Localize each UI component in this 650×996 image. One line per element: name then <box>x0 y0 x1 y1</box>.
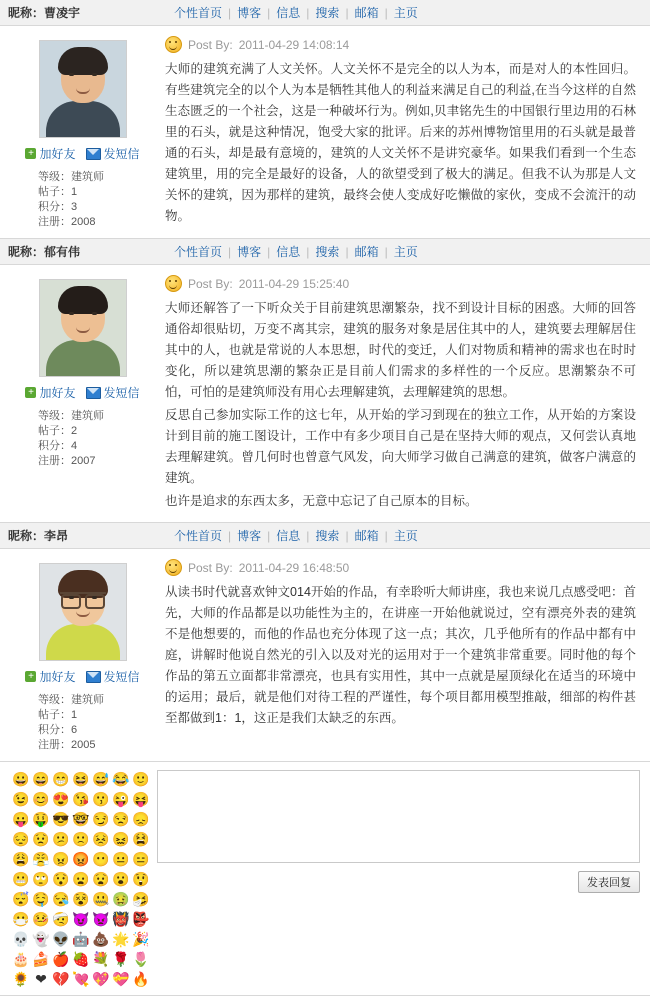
post-text <box>165 298 636 512</box>
add-friend-button[interactable] <box>25 668 75 685</box>
nav-link-blog[interactable]: 博客 <box>237 245 262 259</box>
user-panel <box>0 36 165 230</box>
avatar-eye <box>69 312 74 315</box>
post-by-label: Post By: <box>188 560 233 575</box>
plus-icon: + <box>25 148 36 159</box>
avatar-eye <box>69 596 74 599</box>
emoji-item[interactable]: 😊 <box>32 791 50 807</box>
avatar-hair <box>58 286 108 314</box>
emoji-item[interactable]: 😷 <box>12 911 30 927</box>
add-friend-label: 加好友 <box>39 670 76 684</box>
nav-separator: | <box>306 528 310 543</box>
emoji-item[interactable]: 🤤 <box>32 891 50 907</box>
emoji-item[interactable]: 😮 <box>112 871 130 887</box>
glasses-icon <box>60 592 106 606</box>
emoji-item[interactable]: 🌻 <box>12 971 30 987</box>
user-points: 积分：3 <box>38 201 78 213</box>
emoji-picker[interactable] <box>12 770 150 989</box>
emoji-item[interactable]: 😦 <box>72 871 90 887</box>
emoji-item[interactable]: 🤖 <box>72 931 90 947</box>
add-friend-label: 加好友 <box>39 386 76 400</box>
user-registered: 注册：2008 <box>38 216 96 228</box>
user-posts: 帖子：2 <box>38 425 78 437</box>
nav-link-search[interactable]: 搜索 <box>315 6 340 20</box>
mail-icon <box>86 671 101 683</box>
emoji-item[interactable]: 😫 <box>132 831 150 847</box>
avatar-eye <box>92 73 97 76</box>
nav-link-homepage[interactable]: 个性首页 <box>174 245 223 259</box>
emoji-item[interactable]: 😈 <box>72 911 90 927</box>
emoji-item[interactable]: 🤐 <box>92 891 110 907</box>
user-actions <box>0 384 165 401</box>
emoji-item[interactable]: 👿 <box>92 911 110 927</box>
user-meta <box>0 409 165 469</box>
emoji-item[interactable]: 😟 <box>32 831 50 847</box>
user-meta <box>0 693 165 753</box>
emoji-item[interactable]: 😯 <box>52 871 70 887</box>
user-meta <box>0 170 165 230</box>
emoji-item[interactable]: 😵 <box>72 891 90 907</box>
emoji-item[interactable]: 👹 <box>112 911 130 927</box>
emoji-item[interactable]: 💀 <box>12 931 30 947</box>
nav-separator: | <box>345 244 349 259</box>
nav-separator: | <box>267 528 271 543</box>
avatar-body <box>46 624 120 660</box>
emoji-item[interactable]: 😘 <box>72 791 90 807</box>
emoji-item[interactable]: 😁 <box>52 771 70 787</box>
nav-separator: | <box>267 5 271 20</box>
nav-link-main[interactable]: 主页 <box>393 245 418 259</box>
emoji-item[interactable]: 😉 <box>12 791 30 807</box>
user-panel <box>0 559 165 753</box>
post-header <box>0 239 650 265</box>
post-body <box>0 265 650 522</box>
emoji-item[interactable]: 😐 <box>112 851 130 867</box>
emoji-item[interactable]: 💔 <box>52 971 70 987</box>
emoji-item[interactable]: 🙄 <box>32 871 50 887</box>
emoji-item[interactable]: 💘 <box>72 971 90 987</box>
reply-textarea[interactable] <box>157 770 640 863</box>
mail-icon <box>86 387 101 399</box>
emoji-item[interactable]: 😣 <box>92 831 110 847</box>
post-text <box>165 59 636 227</box>
post-by-label: Post By: <box>188 276 233 291</box>
user-panel <box>0 275 165 514</box>
reply-right <box>157 770 640 989</box>
user-grade: 等级：建筑师 <box>38 410 104 422</box>
nav-separator: | <box>384 244 388 259</box>
nav-link-info[interactable]: 信息 <box>276 529 301 543</box>
emoji-item[interactable]: 😔 <box>12 831 30 847</box>
emoji-item[interactable]: 🙂 <box>132 771 150 787</box>
emoji-item[interactable]: 😍 <box>52 791 70 807</box>
mail-icon <box>86 148 101 160</box>
emoji-item[interactable]: 🍓 <box>72 951 90 967</box>
post-item <box>0 239 650 523</box>
emoji-item[interactable]: 😶 <box>92 851 110 867</box>
emoji-item[interactable]: 😠 <box>52 851 70 867</box>
emoji-item[interactable]: 😩 <box>12 851 30 867</box>
reply-area <box>0 762 650 995</box>
emoji-item[interactable]: 😞 <box>132 811 150 827</box>
send-message-label: 发短信 <box>103 386 140 400</box>
emoji-item[interactable]: 😒 <box>112 811 130 827</box>
emoji-item[interactable]: 😆 <box>72 771 90 787</box>
emoji-item[interactable]: 👺 <box>132 911 150 927</box>
user-posts: 帖子：1 <box>38 186 78 198</box>
avatar[interactable] <box>39 563 127 661</box>
post-meta <box>165 36 636 59</box>
emoji-item[interactable]: 😏 <box>92 811 110 827</box>
emoji-item[interactable]: 😤 <box>32 851 50 867</box>
emoji-item[interactable]: 🎉 <box>132 931 150 947</box>
emoji-item[interactable]: 😄 <box>32 771 50 787</box>
nav-separator: | <box>306 244 310 259</box>
emoji-item[interactable]: 🎂 <box>12 951 30 967</box>
reply-actions <box>157 871 640 893</box>
user-nav-links <box>168 527 424 544</box>
submit-reply-button[interactable]: 发表回复 <box>578 871 640 893</box>
emoji-item[interactable]: 🌷 <box>132 951 150 967</box>
emoji-item[interactable]: 🍰 <box>32 951 50 967</box>
post-paragraph: 大师还解答了一下听众关于目前建筑思潮繁杂，找不到设计目标的困惑。大师的回答通俗却很贴切，万变不离其宗，建筑的服务对象是居住其中的人，建筑要去理解居住其中的人，也就是常说的人本思想，时代的变迁，人们对物质和精神的需求也在时时变化，所以建筑思潮的繁杂正是目前人们需求的多样性的一个反应。思潮繁杂不可怕，可怕的是建筑师没有用心去理解建筑，去理解建筑的思想。 <box>165 301 636 399</box>
nav-link-homepage[interactable]: 个性首页 <box>174 529 223 543</box>
nav-separator: | <box>228 5 232 20</box>
nav-separator: | <box>228 244 232 259</box>
emoji-item[interactable]: 🤑 <box>32 811 50 827</box>
user-nickname: 昵称：郁有伟 <box>8 245 81 259</box>
nav-link-mailbox[interactable]: 邮箱 <box>354 245 379 259</box>
emoji-item[interactable]: 😬 <box>12 871 30 887</box>
plus-icon: + <box>25 671 36 682</box>
avatar[interactable] <box>39 279 127 377</box>
emoji-item[interactable]: 😜 <box>112 791 130 807</box>
nav-link-info[interactable]: 信息 <box>276 6 301 20</box>
emoji-item[interactable]: 🤕 <box>52 911 70 927</box>
post-header <box>0 0 650 26</box>
avatar[interactable] <box>39 40 127 138</box>
nav-separator: | <box>228 528 232 543</box>
plus-icon: + <box>25 387 36 398</box>
user-nickname: 昵称：曹凌宇 <box>8 6 81 20</box>
post-paragraph: 从读书时代就喜欢钟文014开始的作品，有幸聆听大师讲座，我也来说几点感受吧：首先，大师的作品都是以功能性为主的，在讲座一开始他就说过，空有漂亮外表的建筑不是他想要的，而他的作品也充分体现了这一点；其次，几乎他所有的作品中都有中庭，讲解时他说自然光的引入以及对光的运用对于一个建筑非常重要。同时他的每个作品的第五立面都非常漂亮，也具有实用性，其中一点就是屋顶绿化在适当的环境中的运用；最后，就是他们对待工程的严谨性，每个项目都用模型推敲，细部的构件甚至都做到1：1，这正是我们太缺乏的东西。 <box>165 585 636 725</box>
add-friend-label: 加好友 <box>39 147 76 161</box>
avatar-eye <box>92 596 97 599</box>
emoji-item[interactable]: 😀 <box>12 771 30 787</box>
post-item <box>0 0 650 239</box>
post-content <box>165 559 650 753</box>
send-message-button[interactable] <box>86 384 140 401</box>
post-content <box>165 36 650 230</box>
user-nav-links <box>168 243 424 260</box>
avatar-body <box>46 101 120 137</box>
user-registered: 注册：2005 <box>38 739 96 751</box>
emoji-item[interactable]: 😲 <box>132 871 150 887</box>
user-actions <box>0 668 165 685</box>
nav-link-search[interactable]: 搜索 <box>315 245 340 259</box>
emoji-item[interactable]: 💩 <box>92 931 110 947</box>
post-text <box>165 582 636 729</box>
nav-link-search[interactable]: 搜索 <box>315 529 340 543</box>
nav-separator: | <box>345 5 349 20</box>
emoji-item[interactable]: 🤓 <box>72 811 90 827</box>
emoji-item[interactable]: 😅 <box>92 771 110 787</box>
post-date: 2011-04-29 16:48:50 <box>238 560 350 575</box>
post-content <box>165 275 650 514</box>
emoji-item[interactable]: 🌹 <box>112 951 130 967</box>
emoji-item[interactable]: 😝 <box>132 791 150 807</box>
emoji-item[interactable]: 😕 <box>52 831 70 847</box>
post-header <box>0 523 650 549</box>
post-meta <box>165 275 636 298</box>
add-friend-button[interactable] <box>25 145 75 162</box>
emoji-item[interactable]: 🤒 <box>32 911 50 927</box>
user-registered: 注册：2007 <box>38 455 96 467</box>
emoji-item[interactable]: 🔥 <box>132 971 150 987</box>
emoji-item[interactable]: 😂 <box>112 771 130 787</box>
send-message-label: 发短信 <box>103 670 140 684</box>
user-points: 积分：4 <box>38 440 78 452</box>
smiley-icon <box>165 36 182 53</box>
post-meta <box>165 559 636 582</box>
nav-link-main[interactable]: 主页 <box>393 529 418 543</box>
user-grade: 等级：建筑师 <box>38 171 104 183</box>
emoji-item[interactable]: 😖 <box>112 831 130 847</box>
user-nav-links <box>168 4 424 21</box>
emoji-item[interactable]: 😎 <box>52 811 70 827</box>
nav-separator: | <box>384 5 388 20</box>
emoji-item[interactable]: 😛 <box>12 811 30 827</box>
nav-link-mailbox[interactable]: 邮箱 <box>354 6 379 20</box>
user-points: 积分：6 <box>38 724 78 736</box>
nav-link-mailbox[interactable]: 邮箱 <box>354 529 379 543</box>
emoji-item[interactable]: ❤ <box>35 971 47 987</box>
nav-link-homepage[interactable]: 个性首页 <box>174 6 223 20</box>
nav-link-blog[interactable]: 博客 <box>237 529 262 543</box>
user-actions <box>0 145 165 162</box>
add-friend-button[interactable] <box>25 384 75 401</box>
nav-separator: | <box>384 528 388 543</box>
emoji-item[interactable]: 🙁 <box>72 831 90 847</box>
user-grade: 等级：建筑师 <box>38 694 104 706</box>
send-message-button[interactable] <box>86 668 140 685</box>
nav-separator: | <box>345 528 349 543</box>
emoji-item[interactable]: 🍎 <box>52 951 70 967</box>
post-paragraph: 也许是追求的东西太多，无意中忘记了自己原本的目标。 <box>165 494 478 508</box>
send-message-button[interactable] <box>86 145 140 162</box>
avatar-eye <box>92 312 97 315</box>
post-item <box>0 523 650 762</box>
nav-separator: | <box>267 244 271 259</box>
post-by-label: Post By: <box>188 37 233 52</box>
smiley-icon <box>165 275 182 292</box>
nav-link-info[interactable]: 信息 <box>276 245 301 259</box>
user-nickname: 昵称：李昂 <box>8 529 69 543</box>
post-date: 2011-04-29 14:08:14 <box>238 37 350 52</box>
emoji-item[interactable]: 💐 <box>92 951 110 967</box>
emoji-item[interactable]: 💖 <box>92 971 110 987</box>
post-body <box>0 549 650 761</box>
nav-link-main[interactable]: 主页 <box>393 6 418 20</box>
emoji-item[interactable]: 💝 <box>112 971 130 987</box>
emoji-item[interactable]: 😡 <box>72 851 90 867</box>
emoji-item[interactable]: 🤧 <box>132 891 150 907</box>
emoji-item[interactable]: 😴 <box>12 891 30 907</box>
emoji-item[interactable]: 🤢 <box>112 891 130 907</box>
emoji-item[interactable]: 😗 <box>92 791 110 807</box>
avatar-body <box>46 340 120 376</box>
emoji-item[interactable]: 😪 <box>52 891 70 907</box>
nav-link-blog[interactable]: 博客 <box>237 6 262 20</box>
post-paragraph: 大师的建筑充满了人文关怀。人文关怀不是完全的以人为本，而是对人的本性回归。有些建筑完全的以个人为本是牺牲其他人的利益来满足自己的利益,在当今这样的自然生态匮乏的一个社会，这是一种破坏行为。例如,贝聿铭先生的中国银行里边用的石林里的石头，就是这种情况，饱受大家的批评。后来的苏州博物馆里用的石头就是最普通的石头，却是最有意境的，建筑的人文关怀不是讲究豪华。如果我们看到一个生态建筑里，用的完全是最好的设备，人的欲望受到了极大的满足。但我不认为那是人文关怀的建筑，因为那样的建筑，最终会使人变成好吃懒做的家伙，变成不会流汗的动物。 <box>165 62 636 223</box>
post-paragraph: 反思自己参加实际工作的这七年，从开始的学习到现在的独立工作，从开始的方案设计到目前的施工图设计，工作中有多少项目自己是在坚持大师的观点，又何尝认真地去理解建筑。曾几何时也曾意气风发，向大师学习做自己满意的建筑，做客户满意的建筑。 <box>165 408 636 485</box>
smiley-icon <box>165 559 182 576</box>
nav-separator: | <box>306 5 310 20</box>
post-body <box>0 26 650 238</box>
emoji-item[interactable]: 🌟 <box>112 931 130 947</box>
emoji-item[interactable]: 😑 <box>132 851 150 867</box>
avatar-hair <box>58 47 108 75</box>
avatar-eye <box>69 73 74 76</box>
emoji-item[interactable]: 😧 <box>92 871 110 887</box>
emoji-item[interactable]: 👻 <box>32 931 50 947</box>
emoji-item[interactable]: 👽 <box>52 931 70 947</box>
send-message-label: 发短信 <box>103 147 140 161</box>
user-posts: 帖子：1 <box>38 709 78 721</box>
post-date: 2011-04-29 15:25:40 <box>238 276 350 291</box>
